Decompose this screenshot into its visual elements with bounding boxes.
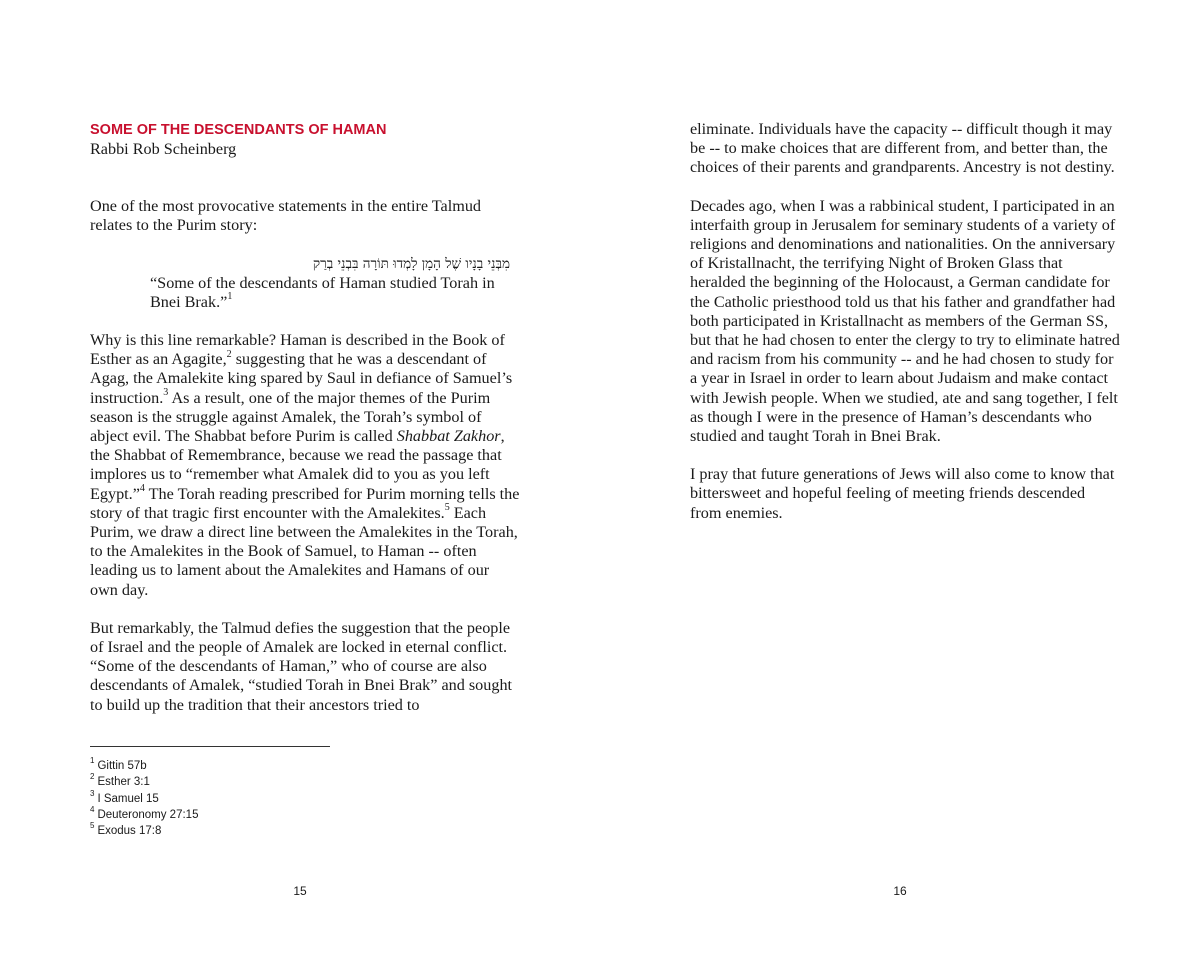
body-paragraph-4: eliminate. Individuals have the capacity -- difficult though it may be -- to make choices that are different from, and better than, the choices of their parents and grandparents. Ancestry is not destiny. xyxy=(690,120,1115,177)
english-quote-text: “Some of the descendants of Haman studied Torah in Bnei Brak.” xyxy=(150,273,495,311)
text-run: The Torah reading prescribed for Purim morning tells the story of that tragic first encounter with the Amalekites. xyxy=(90,484,520,522)
right-column xyxy=(690,120,1120,542)
footnote-number: 2 xyxy=(90,772,95,782)
footnote-ref: 2 xyxy=(226,348,232,360)
footnote-number: 4 xyxy=(90,805,95,815)
talmud-quote xyxy=(150,255,510,312)
text-run: Why is this line remarkable? Haman is described in the Book of Esther as an Agagite, xyxy=(90,331,505,369)
footnote-ref: 3 xyxy=(163,387,169,399)
english-quote xyxy=(150,274,510,312)
right-page xyxy=(600,0,1200,960)
footnote xyxy=(90,823,198,839)
page-number: 16 xyxy=(893,884,907,898)
page-number: 15 xyxy=(293,884,307,898)
body-paragraph-5: Decades ago, when I was a rabbinical student, I participated in an interfaith group in Jerusalem for seminary students of a variety of religions and denominations and nationalities. On the anniversary of Kristallnacht, the terrifying Night of Broken Glass that heralded the beginning of the Holocaust, a German candidate for the Catholic priesthood told us that his father and grandfather had both participated in Kristallnacht as members of the German SS, but that he had chosen to enter the clergy to try to eliminate hatred and racism from his community -- and he had chosen to study for a year in Israel in order to learn about Judaism and make contact with Jewish people. When we studied, ate and sang together, I felt as though I were in the presence of Haman’s descendants who studied and taught Torah in Bnei Brak. xyxy=(690,196,1120,446)
author-name: Rabbi Rob Scheinberg xyxy=(90,140,237,158)
footnote-divider xyxy=(90,746,330,747)
footnote-text: Deuteronomy 27:15 xyxy=(97,808,199,821)
body-paragraph-6: I pray that future generations of Jews will also come to know that bittersweet and hopeful feeling of meeting friends descended from enemies. xyxy=(690,465,1115,522)
intro-paragraph: One of the most provocative statements in the entire Talmud relates to the Purim story: xyxy=(90,197,482,235)
text-run: As a result, one of the major themes of the Purim season is the struggle against Amalek, the Torah’s symbol of abject evil. The Shabbat before Purim is called xyxy=(90,388,491,446)
footnote-number: 5 xyxy=(90,821,95,831)
article-title: SOME OF THE DESCENDANTS OF HAMAN xyxy=(90,122,387,138)
footnote-number: 1 xyxy=(90,756,95,766)
footnote-ref: 4 xyxy=(139,483,145,495)
italic-term: Shabbat Zakhor xyxy=(396,427,501,446)
footnotes xyxy=(90,758,198,839)
footnote-ref: 5 xyxy=(444,502,450,514)
footnote xyxy=(90,758,198,774)
text-run: , the Shabbat of Remembrance, because we read the passage that implores us to “remember what Amalek did to you as you left Egypt.” xyxy=(90,427,505,503)
body-paragraph-3: But remarkably, the Talmud defies the suggestion that the people of Israel and the people of Amalek are locked in eternal conflict. “Some of the descendants of Haman,” who of course are also descendants of Amalek, “studied Torah in Bnei Brak” and sought to build up the tradition that their ancestors tried to xyxy=(90,618,513,714)
footnote-number: 3 xyxy=(90,788,95,798)
footnote-text: Esther 3:1 xyxy=(97,776,150,789)
body-paragraph-2 xyxy=(90,331,520,600)
footnote-text: I Samuel 15 xyxy=(97,792,159,805)
hebrew-quote: מִבְּנֵי בָנָיו שֶׁל הָמָן לָמְדוּ תּוֹרָה בִּבְנֵי בְרַק xyxy=(312,255,510,272)
footnote-ref: 1 xyxy=(227,291,233,303)
text-run: Each Purim, we draw a direct line between the Amalekites in the Torah, to the Amalekites in the Book of Samuel, to Haman -- often leading us to lament about the Amalekites and Hamans of our own day. xyxy=(90,503,518,599)
text-run: suggesting that he was a descendant of Agag, the Amalekite king spared by Saul in defiance of Samuel’s instruction. xyxy=(90,350,513,407)
footnote-text: Exodus 17:8 xyxy=(97,825,162,838)
footnote xyxy=(90,788,198,807)
footnote xyxy=(90,807,198,823)
left-column xyxy=(90,120,520,734)
footnote xyxy=(90,774,198,790)
footnote-text: Gittin 57b xyxy=(97,760,147,772)
